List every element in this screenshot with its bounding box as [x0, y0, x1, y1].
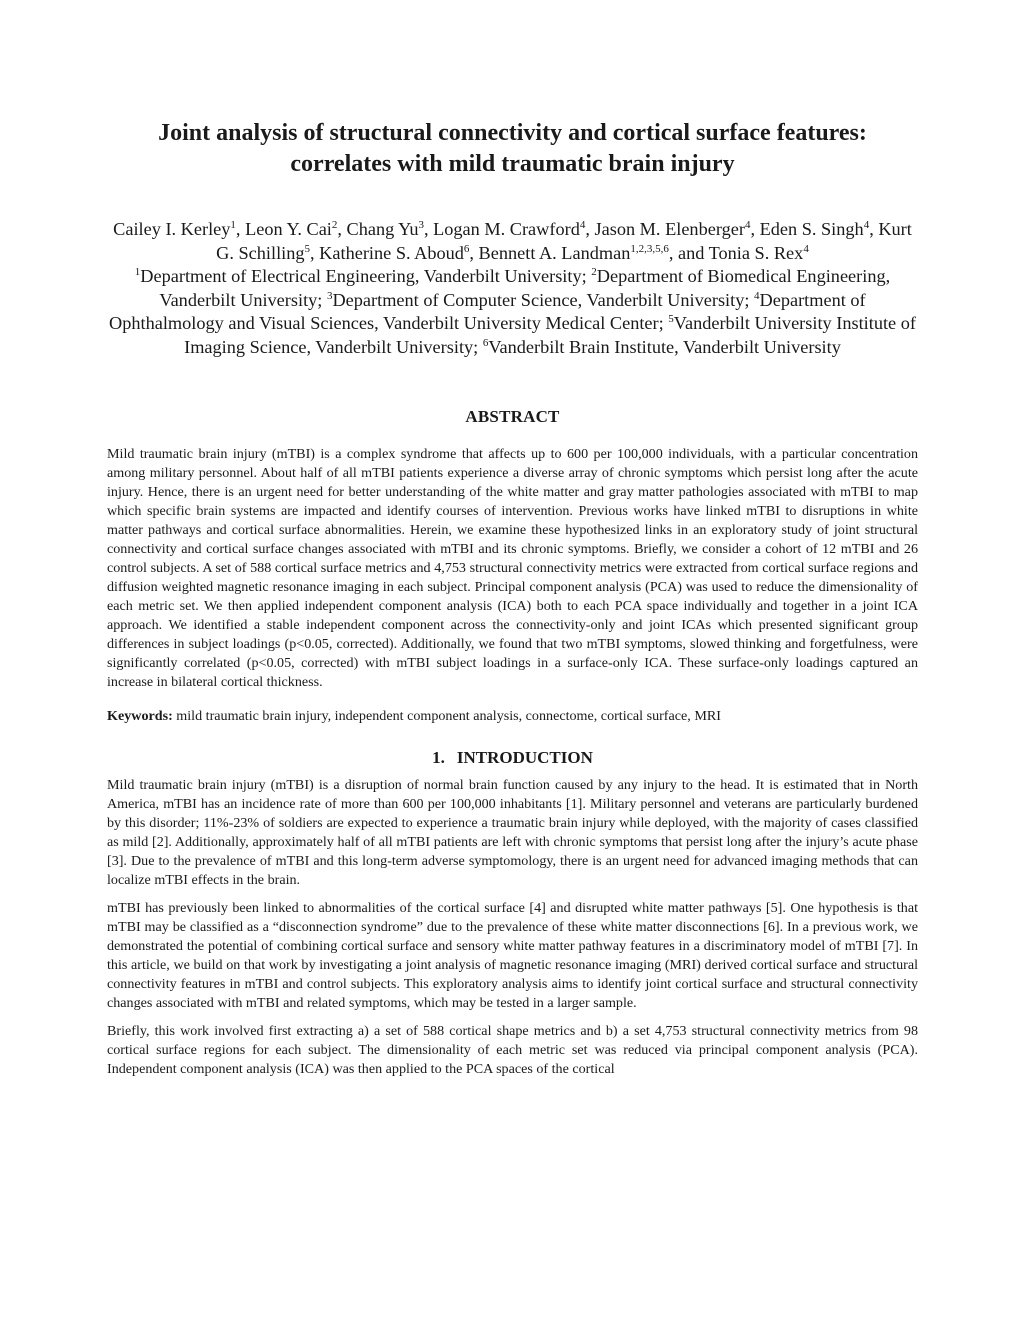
abstract-text: Mild traumatic brain injury (mTBI) is a complex syndrome that affects up to 600 per 100,000 individuals, with a particular concentration among military personnel. About half of all mTBI patients experience a diverse array of chronic symptoms which persist long after the acute injury. Hence, there is an urgent need for better understanding of the white matter and gray matter pathologies associated with mTBI to map which specific brain systems are impacted and identify courses of intervention. Previous works have linked mTBI to disruptions in white matter pathways and cortical surface abnormalities. Herein, we examine these hypothesized links in an exploratory study of joint structural connectivity and cortical surface changes associated with mTBI and its chronic symptoms. Briefly, we consider a cohort of 12 mTBI and 26 control subjects. A set of 588 cortical surface metrics and 4,753 structural connectivity metrics were extracted from cortical surface regions and diffusion weighted magnetic resonance imaging in each subject. Principal component analysis (PCA) was used to reduce the dimensionality of each metric set. We then applied independent component analysis (ICA) both to each PCA space individually and together in a joint ICA approach. We identified a stable independent component across the connectivity-only and joint ICAs which presented significant group differences in subject loadings (p<0.05, corrected). Additionally, we found that two mTBI symptoms, slowed thinking and forgetfulness, were significantly correlated (p<0.05, corrected) with mTBI subject loadings in a surface-only ICA. These surface-only loadings captured an increase in bilateral cortical thickness.	[107, 446, 918, 690]
title-line-2: correlates with mild traumatic brain injury	[290, 151, 735, 177]
author-affiliation-mark: 1,2,3,5,6	[630, 242, 669, 255]
author-affiliation-mark: 4	[579, 219, 586, 231]
author-list	[107, 218, 918, 265]
paper-title	[107, 118, 918, 180]
author-affiliation-mark: 4	[744, 219, 751, 231]
author: Leon Y. Cai$^2$,	[245, 219, 347, 239]
author-affiliation-mark: 4	[863, 219, 870, 231]
author: Cailey I. Kerley$^1$,	[113, 219, 246, 239]
paper-page	[107, 118, 918, 1088]
affiliation: $^3$Department of Computer Science, Vanderbilt University;	[326, 289, 755, 310]
author-affiliation-mark: 3	[418, 219, 424, 231]
affiliation: $^1$Department of Electrical Engineering, Vanderbilt University;	[134, 266, 592, 286]
author: Katherine S. Aboud$^6$,	[319, 242, 479, 263]
keywords	[107, 707, 918, 726]
author-affiliation-mark: 1	[230, 219, 236, 231]
keywords-label: Keywords:	[107, 708, 173, 724]
author: Jason M. Elenberger$^4$,	[594, 219, 760, 239]
author: Eden S. Singh$^4$,	[759, 219, 879, 239]
author: Logan M. Crawford$^4$,	[433, 219, 595, 239]
affiliation: $^6$Vanderbilt Brain Institute, Vanderbilt University	[482, 336, 841, 357]
author: Bennett A. Landman$^{1,2,3,5,6}$, and	[478, 242, 709, 263]
affiliation: $^2$Department of Biomedical Engineering, Vanderbilt University;	[159, 266, 891, 310]
section-heading-introduction	[107, 748, 918, 768]
title-line-1: Joint analysis of structural connectivity and cortical surface features:	[158, 120, 867, 146]
author: Chang Yu$^3$,	[346, 219, 434, 239]
intro-paragraph: Mild traumatic brain injury (mTBI) is a disruption of normal brain function caused by any injury to the head. It is estimated that in North America, mTBI has an incidence rate of more than 600 per 100,000 inhabitants [1]. Military personnel and veterans are particularly burdened by this disorder; 11%-23% of soldiers are expected to experience a traumatic brain injury while deployed, with the majority of cases classified as mild [2]. Additionally, approximately half of all mTBI patients are left with chronic symptoms that persist long after the injury’s acute phase [3]. Due to the prevalence of mTBI and this long-term adverse symptomology, there is an urgent need for advanced imaging methods that can localize mTBI effects in the brain.	[107, 777, 918, 888]
author: Tonia S. Rex$^4$	[708, 242, 809, 263]
affiliation: $^4$Department of Ophthalmology and Visual Sciences, Vanderbilt University Medical Center;	[109, 289, 866, 333]
keywords-text: mild traumatic brain injury, independent component analysis, connectome, cortical surface, MRI	[172, 708, 721, 724]
intro-paragraph: mTBI has previously been linked to abnormalities of the cortical surface [4] and disrupted white matter pathways [5]. One hypothesis is that mTBI may be classified as a “disconnection syndrome” due to the prevalence of these white matter disconnections [6]. In a previous work, we demonstrated the potential of combining cortical surface and sensory white matter pathway features in a discriminatory model of mTBI [7]. In this article, we build on that work by investigating a joint analysis of magnetic resonance imaging (MRI) derived cortical surface and structural connectivity features in mTBI and control subjects. This exploratory analysis aims to identify joint cortical surface and structural connectivity changes associated with mTBI and related symptoms, which may be tested in a larger sample.	[107, 900, 918, 1011]
author-affiliation-mark: 6	[463, 242, 470, 255]
author-affiliation-mark: 5	[304, 242, 311, 255]
affiliation-list	[107, 265, 918, 359]
author: Kurt G. Schilling$^5$,	[216, 219, 912, 263]
abstract-heading: ABSTRACT	[465, 407, 560, 426]
section-title: INTRODUCTION	[456, 748, 593, 767]
section-number: 1.	[432, 748, 445, 767]
author-affiliation-mark: 2	[331, 219, 338, 231]
intro-paragraph: Briefly, this work involved first extracting a) a set of 588 cortical shape metrics and b) a set 4,753 structural connectivity metrics from 98 cortical surface regions for each subject. The dimensionality of each metric set was reduced via principal component analysis (PCA). Independent component analysis (ICA) was then applied to the PCA spaces of the cortical	[107, 1023, 918, 1077]
author-block	[107, 218, 918, 359]
affiliation: $^5$Vanderbilt University Institute of Imaging Science, Vanderbilt University;	[184, 313, 916, 357]
author-affiliation-mark: 4	[803, 242, 809, 255]
